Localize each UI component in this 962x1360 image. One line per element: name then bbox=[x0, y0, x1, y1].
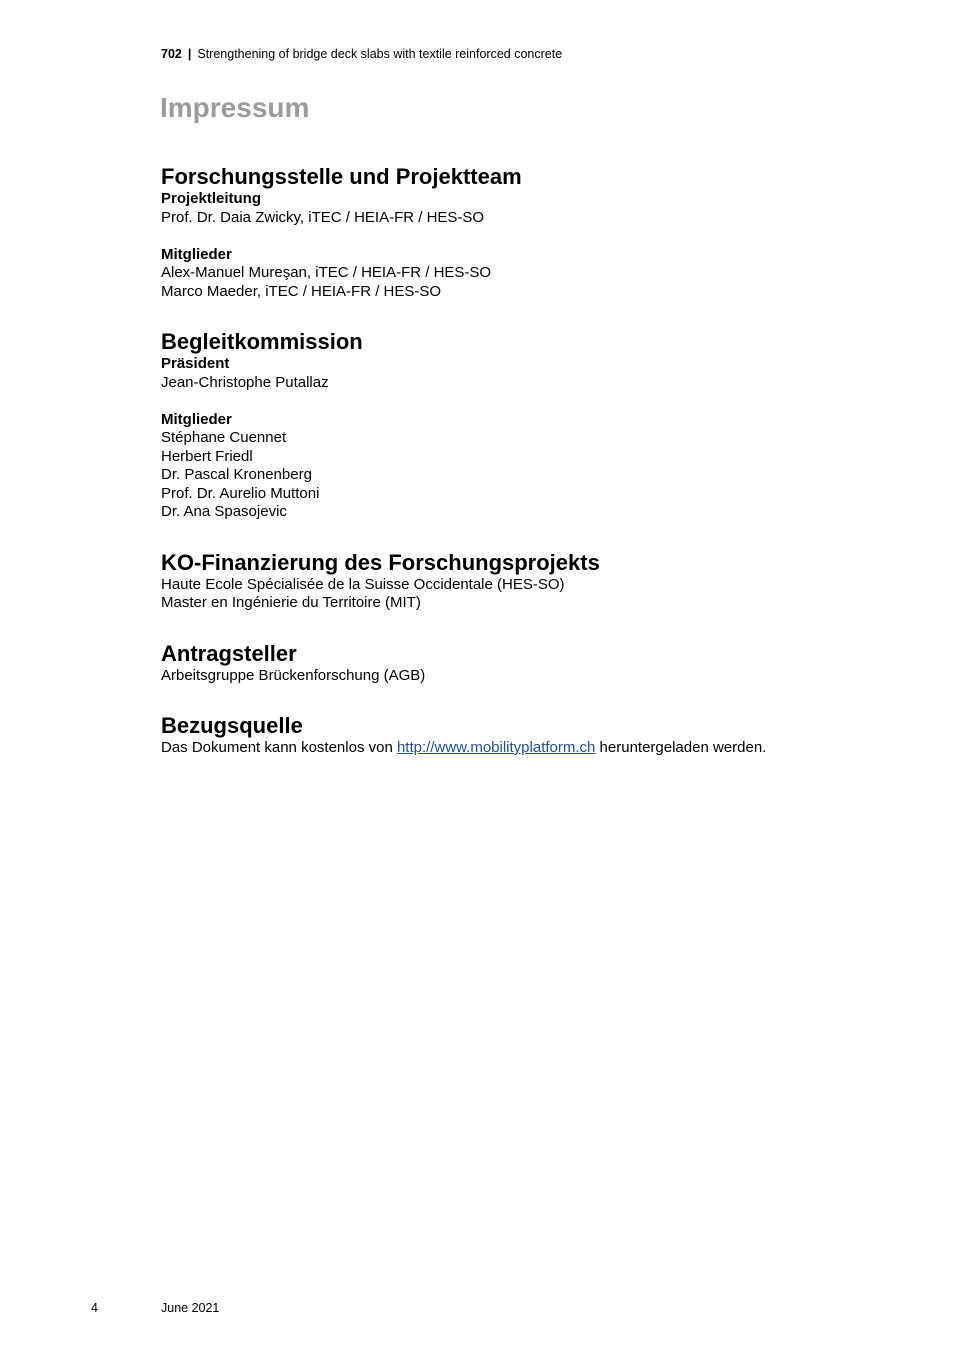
section-heading-applicant: Antragsteller bbox=[161, 640, 297, 666]
section-applicant bbox=[161, 641, 901, 686]
applicant-line: Arbeitsgruppe Brückenforschung (AGB) bbox=[161, 666, 426, 684]
commission-member: Dr. Pascal Kronenberg bbox=[161, 466, 312, 483]
running-header bbox=[161, 46, 562, 62]
label-research-members: Mitglieder bbox=[161, 245, 232, 263]
section-source bbox=[161, 713, 901, 758]
research-member: Alex-Manuel Mureşan, iTEC / HEIA-FR / HES-SO bbox=[161, 264, 492, 281]
source-text bbox=[161, 739, 901, 758]
source-text-after: heruntergeladen werden. bbox=[595, 739, 767, 756]
impressum-content bbox=[161, 164, 901, 758]
report-title: Strengthening of bridge deck slabs with textile reinforced concrete bbox=[197, 47, 563, 61]
footer-date: June 2021 bbox=[161, 1301, 220, 1315]
section-heading-research: Forschungsstelle und Projektteam bbox=[161, 164, 522, 189]
label-project-lead: Projektleitung bbox=[161, 190, 262, 207]
commission-member: Dr. Ana Spasojevic bbox=[161, 503, 287, 520]
section-heading-cofunding: KO-Finanzierung des Forschungsprojekts bbox=[161, 549, 600, 575]
mobilityplatform-link[interactable]: http://www.mobilityplatform.ch bbox=[396, 739, 596, 756]
section-commission bbox=[161, 329, 901, 522]
commission-member: Stéphane Cuennet bbox=[161, 429, 287, 446]
section-cofunding bbox=[161, 550, 901, 613]
research-member: Marco Maeder, iTEC / HEIA-FR / HES-SO bbox=[161, 282, 442, 300]
page-title: Impressum bbox=[160, 92, 310, 123]
commission-member: Herbert Friedl bbox=[161, 447, 253, 465]
president-name: Jean-Christophe Putallaz bbox=[161, 373, 329, 391]
source-text-before: Das Dokument kann kostenlos von bbox=[161, 739, 397, 756]
section-research bbox=[161, 164, 901, 301]
label-commission-members: Mitglieder bbox=[161, 410, 232, 428]
header-separator: | bbox=[187, 47, 192, 61]
cofunding-line: Master en Ingénierie du Territoire (MIT) bbox=[161, 594, 421, 611]
label-president: Präsident bbox=[161, 355, 230, 372]
report-number: 702 bbox=[161, 47, 182, 61]
footer-page-number: 4 bbox=[91, 1301, 98, 1315]
cofunding-line: Haute Ecole Spécialisée de la Suisse Occidentale (HES-SO) bbox=[161, 575, 565, 593]
commission-member: Prof. Dr. Aurelio Muttoni bbox=[161, 484, 320, 502]
section-heading-source: Bezugsquelle bbox=[161, 713, 303, 738]
section-heading-commission: Begleitkommission bbox=[161, 329, 363, 354]
project-lead-name: Prof. Dr. Daia Zwicky, iTEC / HEIA-FR / HES-SO bbox=[161, 208, 485, 226]
